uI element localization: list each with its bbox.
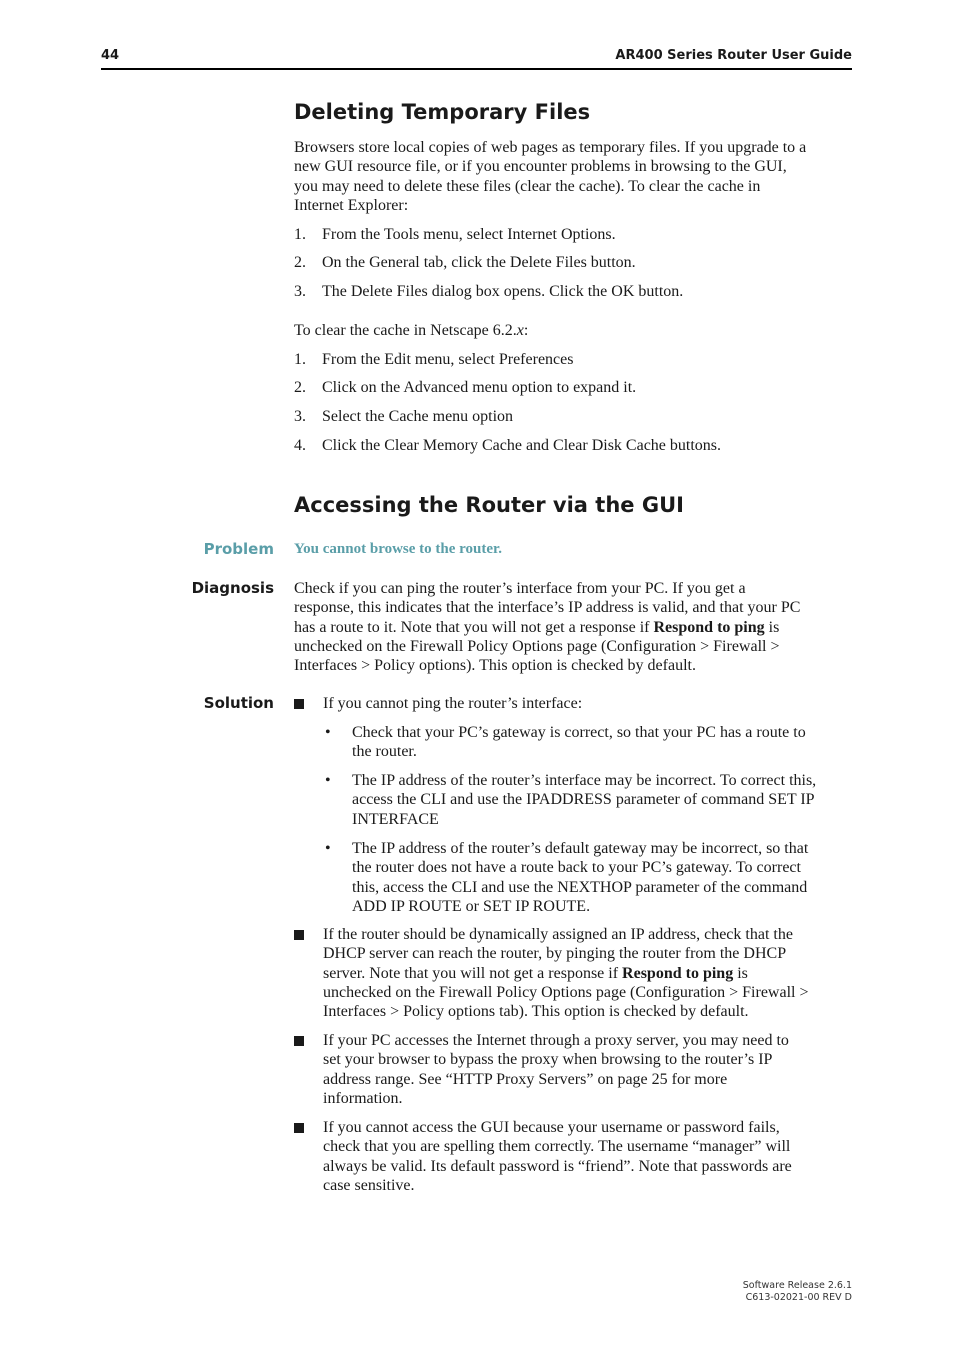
- list-number: 1.: [294, 351, 306, 368]
- solution-line: If your PC accesses the Internet through a proxy server, you may need to: [323, 1032, 789, 1049]
- netscape-intro-prefix: To clear the cache in Netscape 6.2.: [294, 322, 517, 339]
- square-bullet-icon: [294, 930, 304, 940]
- diagnosis-line-suffix: is: [764, 618, 780, 636]
- list-text: Select the Cache menu option: [322, 408, 514, 425]
- sub-bullet-line: the router does not have a route back to your PC’s gateway. To correct: [352, 859, 801, 877]
- sub-bullet-text: [352, 771, 852, 829]
- sub-bullet-line: ADD IP ROUTE or SET IP ROUTE.: [352, 897, 591, 915]
- section-heading-accessing-router-gui: Accessing the Router via the GUI: [294, 493, 684, 517]
- section-heading-deleting-temporary-files: Deleting Temporary Files: [294, 100, 591, 124]
- sub-bullet-line: The IP address of the router’s interface may be incorrect. To correct this,: [352, 772, 817, 789]
- solution-line: check that you are spelling them correctly. The username “manager” will: [323, 1138, 791, 1156]
- page-footer: [743, 1280, 852, 1304]
- bullet-dot-icon: •: [325, 840, 331, 857]
- problem-text: You cannot browse to the router.: [294, 541, 503, 557]
- diagnosis-line: [294, 618, 854, 637]
- guide-title: AR400 Series Router User Guide: [615, 48, 852, 63]
- sub-bullet-line: INTERFACE: [352, 810, 439, 828]
- diagnosis-line-prefix: has a route to it. Note that you will not get a response if: [294, 618, 654, 636]
- intro-line: Internet Explorer:: [294, 196, 409, 214]
- solution-text: [323, 1031, 853, 1108]
- list-text: Click on the Advanced menu option to expand it.: [322, 379, 637, 396]
- respond-to-ping-term: Respond to ping: [622, 964, 734, 982]
- diagnosis-line: unchecked on the Firewall Policy Options page (Configuration > Firewall >: [294, 637, 780, 655]
- solution-line: Interfaces > Policy options tab). This option is checked by default.: [323, 1003, 749, 1021]
- document-id: C613-02021-00 REV D: [745, 1292, 852, 1303]
- software-release: Software Release 2.6.1: [742, 1280, 852, 1291]
- problem-label: Problem: [203, 540, 274, 558]
- netscape-intro: [294, 321, 854, 340]
- sub-bullet-text: [352, 839, 852, 916]
- bullet-dot-icon: •: [325, 772, 331, 789]
- solution-text: If you cannot ping the router’s interface:: [323, 695, 583, 712]
- solution-label: Solution: [203, 694, 274, 712]
- list-number: 2.: [294, 379, 306, 396]
- sub-bullet-line: this, access the CLI and use the NEXTHOP parameter of the command: [352, 878, 808, 896]
- solution-line-suffix: is: [733, 964, 748, 982]
- intro-line: you may need to delete these files (clear the cache). To clear the cache in: [294, 177, 761, 195]
- netscape-intro-var: x: [516, 322, 524, 339]
- list-text: On the General tab, click the Delete Files button.: [322, 254, 636, 271]
- list-number: 3.: [294, 408, 306, 425]
- list-text: From the Edit menu, select Preferences: [322, 351, 574, 368]
- page-number: 44: [101, 48, 120, 63]
- list-number: 3.: [294, 283, 306, 300]
- solution-text: [323, 1118, 853, 1195]
- intro-line: new GUI resource file, or if you encounter problems in browsing to the GUI,: [294, 158, 787, 176]
- list-text: The Delete Files dialog box opens. Click the OK button.: [322, 283, 684, 300]
- solution-line: address range. See “HTTP Proxy Servers” on page 25 for more: [323, 1070, 728, 1088]
- solution-text: [323, 925, 853, 1021]
- netscape-intro-suffix: :: [523, 322, 529, 339]
- list-text: From the Tools menu, select Internet Options.: [322, 226, 616, 243]
- solution-line: If the router should be dynamically assigned an IP address, check that the: [323, 926, 793, 943]
- diagnosis-line: response, this indicates that the interface’s IP address is valid, and that your PC: [294, 599, 801, 617]
- solution-line: information.: [323, 1089, 403, 1107]
- solution-line: always be valid. Its default password is “friend”. Note that passwords are: [323, 1157, 792, 1175]
- solution-line: case sensitive.: [323, 1176, 415, 1194]
- intro-paragraph: [294, 138, 854, 215]
- solution-line: set your browser to bypass the proxy when browsing to the router’s IP: [323, 1051, 773, 1069]
- square-bullet-icon: [294, 699, 304, 709]
- solution-line: DHCP server can reach the router, by pinging the router from the DHCP: [323, 945, 787, 963]
- sub-bullet-line: access the CLI and use the IPADDRESS parameter of command SET IP: [352, 791, 815, 809]
- solution-line: If you cannot access the GUI because your username or password fails,: [323, 1119, 780, 1136]
- solution-line: [323, 964, 853, 983]
- list-text: Click the Clear Memory Cache and Clear Disk Cache buttons.: [322, 437, 722, 454]
- solution-line-prefix: server. Note that you will not get a response if: [323, 964, 623, 982]
- respond-to-ping-term: Respond to ping: [653, 618, 765, 636]
- diagnosis-line: Check if you can ping the router’s interface from your PC. If you get a: [294, 580, 746, 597]
- sub-bullet-line: Check that your PC’s gateway is correct, so that your PC has a route to: [352, 724, 806, 741]
- page-header: [101, 48, 852, 70]
- square-bullet-icon: [294, 1123, 304, 1133]
- list-number: 4.: [294, 437, 306, 454]
- sub-bullet-text: [352, 723, 852, 762]
- diagnosis-label: Diagnosis: [191, 579, 274, 597]
- intro-line: Browsers store local copies of web pages as temporary files. If you upgrade to a: [294, 139, 807, 156]
- diagnosis-line: Interfaces > Policy options). This option is checked by default.: [294, 657, 696, 675]
- square-bullet-icon: [294, 1036, 304, 1046]
- sub-bullet-line: The IP address of the router’s default gateway may be incorrect, so that: [352, 840, 809, 857]
- list-number: 2.: [294, 254, 306, 271]
- bullet-dot-icon: •: [325, 724, 331, 741]
- sub-bullet-line: the router.: [352, 743, 417, 761]
- solution-line: unchecked on the Firewall Policy Options page (Configuration > Firewall >: [323, 983, 809, 1001]
- list-number: 1.: [294, 226, 306, 243]
- diagnosis-paragraph: [294, 579, 854, 675]
